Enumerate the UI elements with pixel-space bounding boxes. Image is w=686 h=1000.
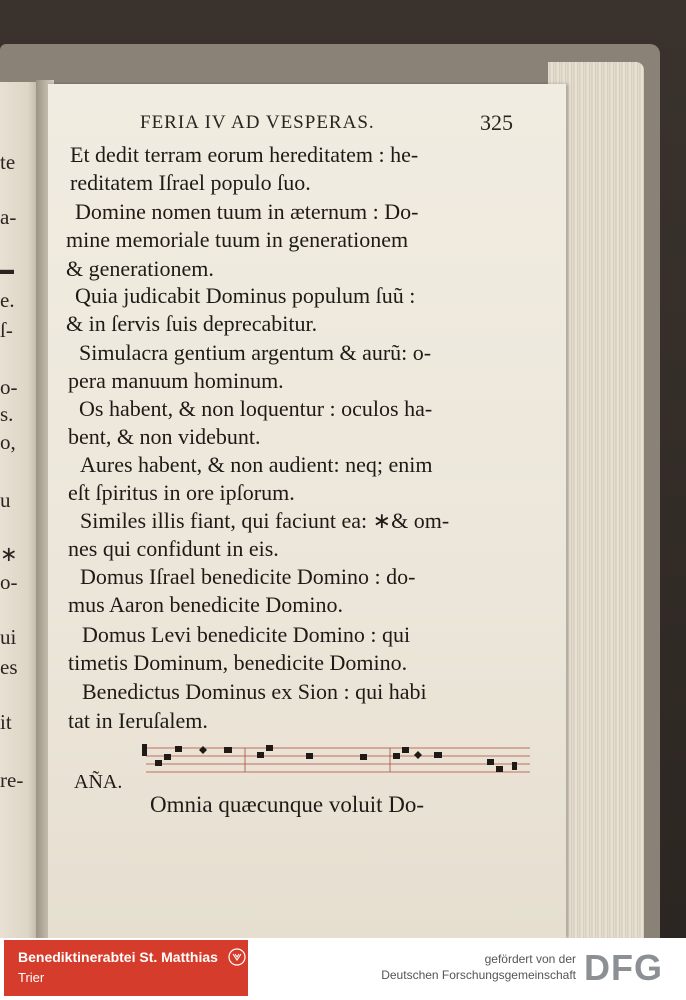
- institution-name: Benediktinerabtei St. Matthias: [18, 949, 218, 965]
- funded-by-line: gefördert von der: [484, 952, 576, 966]
- left-page-fragment: u: [0, 488, 11, 512]
- neume: [257, 752, 264, 758]
- neume: [487, 759, 494, 765]
- funder-name: Deutschen Forschungsgemeinschaft: [381, 968, 576, 982]
- text-line: mine memoriale tuum in generationem: [66, 227, 409, 252]
- text-line: pera manuum hominum.: [68, 368, 284, 393]
- text-line: eſt ſpiritus in ore ipſorum.: [68, 480, 295, 505]
- text-line: nes qui confidunt in eis.: [68, 536, 279, 561]
- left-page-fragment: e.: [0, 288, 15, 312]
- clef-mark: [142, 744, 147, 756]
- neume: [164, 754, 171, 760]
- text-line: reditatem Iſrael populo ſuo.: [70, 170, 311, 195]
- neume: [199, 746, 207, 754]
- left-page-fragment: ui: [0, 625, 17, 649]
- left-page-fragment: ſ-: [0, 318, 13, 342]
- custos: [512, 762, 517, 770]
- text-line: Quia judicabit Dominus populum ſuũ :: [75, 283, 416, 308]
- text-line: Aures habent, & non audient: neq; enim: [80, 452, 433, 477]
- neume: [155, 760, 162, 766]
- left-page: [0, 82, 40, 938]
- text-line: Os habent, & non loquentur : oculos ha-: [79, 396, 433, 421]
- neume: [496, 766, 503, 772]
- left-page-fragment: s.: [0, 402, 14, 426]
- running-header: FERIA IV AD VESPERAS.: [140, 112, 375, 133]
- neume: [306, 753, 313, 759]
- text-line: & generationem.: [66, 256, 214, 281]
- chant-staff: [140, 744, 530, 780]
- text-line: Domus Iſrael benedicite Domino : do-: [80, 564, 416, 589]
- antiphon-text: Omnia quæcunque voluit Do-: [150, 792, 425, 817]
- antiphon-label: AÑA.: [74, 771, 123, 793]
- text-line: Domus Levi benedicite Domino : qui: [82, 622, 411, 647]
- text-line: Benedictus Dominus ex Sion : qui habi: [82, 679, 427, 704]
- neume: [360, 754, 367, 760]
- text-line: timetis Dominum, benedicite Domino.: [68, 650, 408, 675]
- neume: [414, 751, 422, 759]
- text-line: & in ſervis ſuis deprecabitur.: [66, 311, 318, 336]
- page-number: 325: [480, 110, 513, 135]
- text-line: bent, & non videbunt.: [68, 424, 261, 449]
- abbey-emblem-icon: [228, 948, 246, 966]
- text-line: tat in Ieruſalem.: [68, 708, 208, 733]
- footer-bar: [0, 938, 686, 1000]
- institution-banner[interactable]: [4, 940, 248, 996]
- left-page-fragment: ∗: [0, 542, 18, 566]
- neume: [434, 752, 442, 758]
- left-page-fragment: te: [0, 150, 16, 174]
- text-line: Simulacra gentium argentum & aurũ: o-: [79, 340, 432, 365]
- neume: [402, 747, 409, 753]
- left-page-fragment: ▬: [0, 263, 14, 278]
- left-page-fragment: a-: [0, 205, 17, 229]
- text-line: mus Aaron benedicite Domino.: [68, 592, 343, 617]
- neume: [393, 753, 400, 759]
- text-line: Et dedit terram eorum hereditatem : he-: [70, 142, 419, 167]
- left-page-fragment: es: [0, 655, 18, 679]
- neume: [266, 745, 273, 751]
- institution-city: Trier: [18, 970, 45, 985]
- neume: [224, 747, 232, 753]
- text-line: Similes illis fiant, qui faciunt ea: ∗& om-: [80, 508, 450, 533]
- left-page-fragment: it: [0, 710, 12, 734]
- text-line: Domine nomen tuum in æternum : Do-: [75, 199, 419, 224]
- left-page-fragment: o,: [0, 430, 16, 454]
- left-page-fragment: re-: [0, 768, 24, 792]
- left-page-fragment: o-: [0, 570, 18, 594]
- left-page-fragment: o-: [0, 375, 18, 399]
- neume: [175, 746, 182, 752]
- dfg-logo[interactable]: DFG: [584, 947, 663, 988]
